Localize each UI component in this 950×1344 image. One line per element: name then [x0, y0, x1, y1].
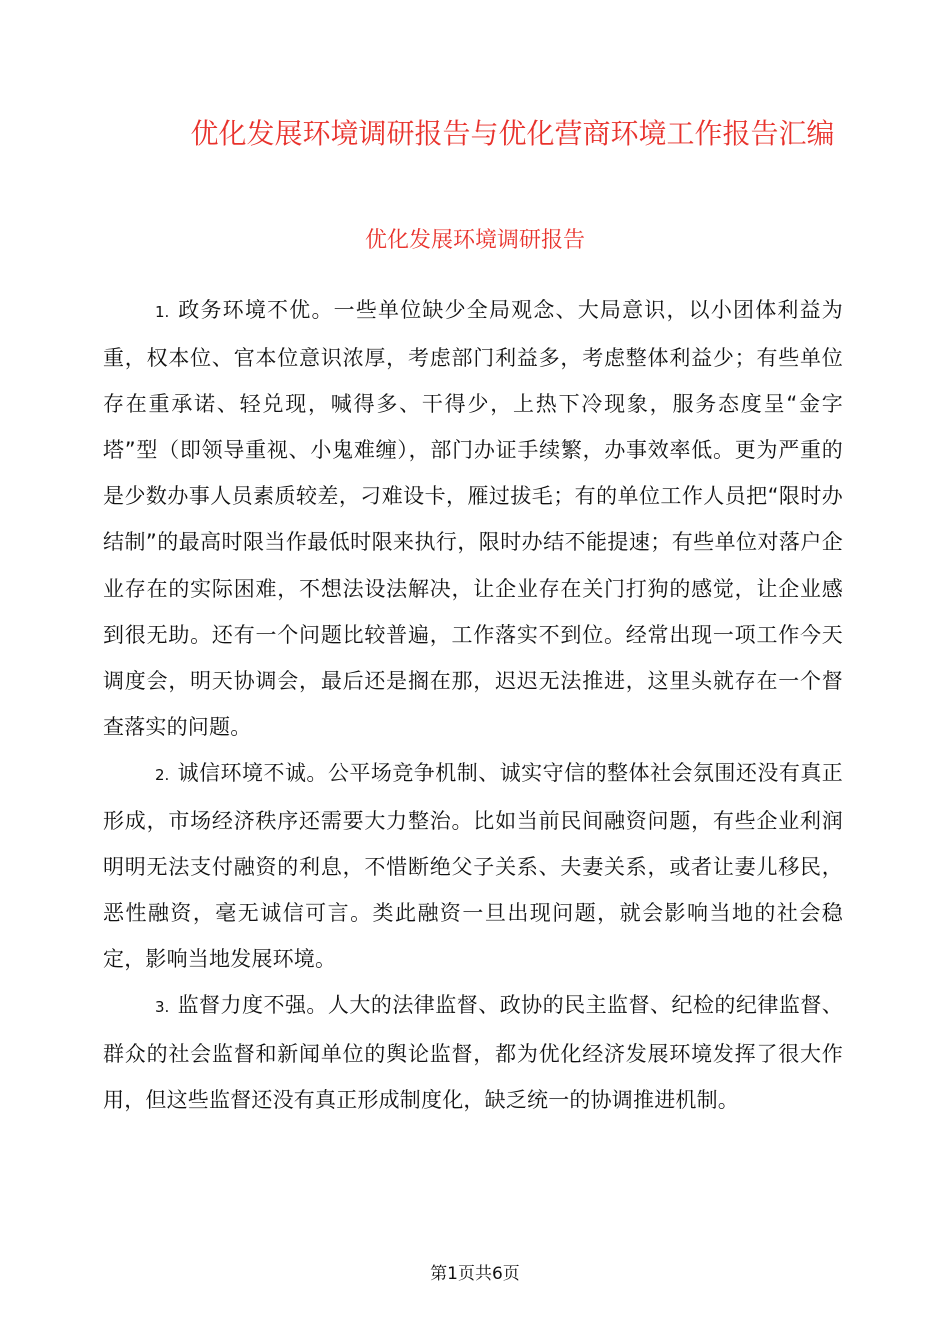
page-number-footer: 第1页共6页	[430, 1264, 520, 1284]
paragraph-text: 监督力度不强。人大的法律监督、政协的民主监督、纪检的纪律监督、群众的社会监督和新闻单位的舆论监督，都为优化经济发展环境发挥了很大作用，但这些监督还没有真正形成制度化，缺乏统一的协调推进机制。	[103, 993, 843, 1112]
paragraph-number: 1.	[155, 303, 170, 321]
paragraph-number: 3.	[155, 998, 170, 1017]
paragraph-number: 2.	[155, 765, 170, 784]
section-title: 优化发展环境调研报告	[364, 228, 585, 253]
document-body	[103, 287, 843, 1123]
paragraph-3	[103, 982, 843, 1122]
paragraph-text: 政务环境不优。一些单位缺少全局观念、大局意识，以小团体利益为重，权本位、官本位意识浓厚，考虑部门利益多，考虑整体利益少；有些单位存在重承诺、轻兑现，喊得多、干得少，上热下冷现象，服务态度呈“金字塔”型（即领导重视、小鬼难缠），部门办证手续繁，办事效率低。更为严重的是少数办事人员素质较差，刁难设卡，雁过拔毛；有的单位工作人员把“限时办结制”的最高时限当作最低时限来执行，限时办结不能提速；有些单位对落户企业存在的实际困难，不想法设法解决，让企业存在关门打狗的感觉，让企业感到很无助。还有一个问题比较普遍，工作落实不到位。经常出现一项工作今天调度会，明天协调会，最后还是搁在那，迟迟无法推进，这里头就存在一个督查落实的问题。	[103, 298, 843, 739]
document-main-title: 优化发展环境调研报告与优化营商环境工作报告汇编	[190, 117, 835, 150]
paragraph-1	[103, 287, 843, 750]
paragraph-text: 诚信环境不诚。公平场竞争机制、诚实守信的整体社会氛围还没有真正形成，市场经济秩序还需要大力整治。比如当前民间融资问题，有些企业利润明明无法支付融资的利息，不惜断绝父子关系、夫妻关系，或者让妻儿移民，恶性融资，毫无诚信可言。类此融资一旦出现问题，就会影响当地的社会稳定，影响当地发展环境。	[103, 760, 843, 972]
paragraph-2	[103, 750, 843, 982]
